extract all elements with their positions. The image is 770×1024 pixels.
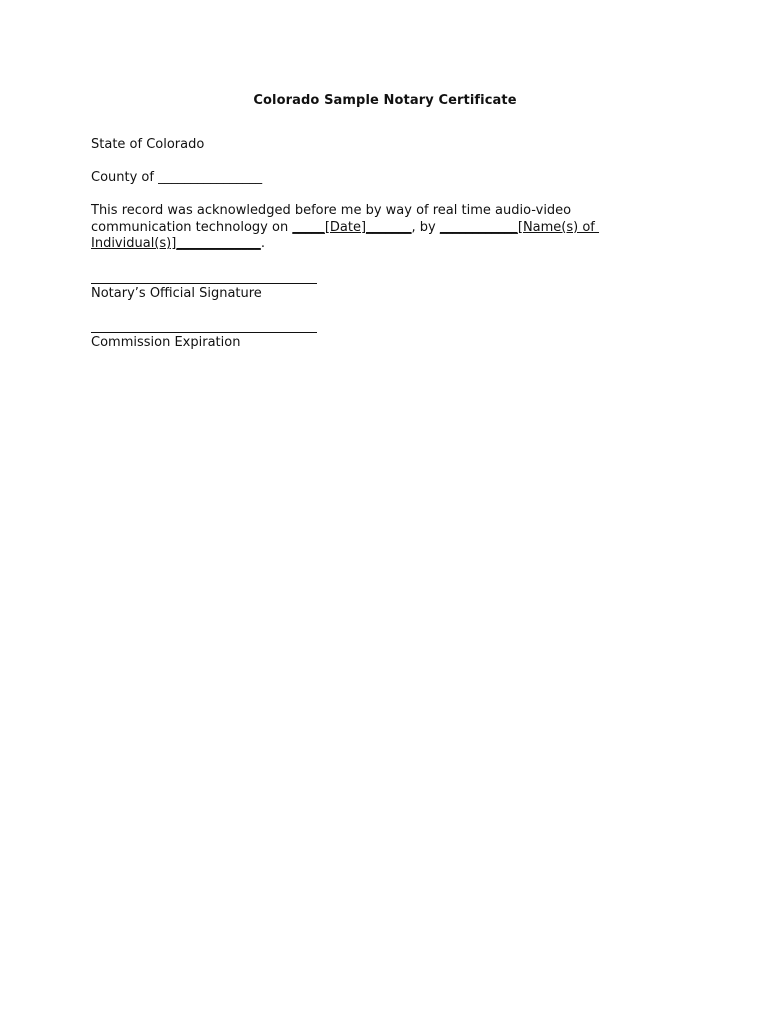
county-blank: ________________ — [158, 170, 263, 185]
line-end-period: . — [260, 236, 265, 251]
expiration-label: Commission Expiration — [91, 335, 241, 350]
expiration-rule — [91, 332, 317, 333]
acknowledgment-line-2 — [91, 220, 651, 237]
acknowledgment-line-3 — [91, 236, 651, 253]
acknowledgment-prefix: communication technology on — [91, 219, 293, 235]
acknowledgment-paragraph — [91, 203, 651, 253]
date-field: _____[Date]_______ — [292, 219, 412, 235]
county-label: County of — [91, 170, 159, 185]
county-line — [91, 170, 262, 187]
individuals-field: Individual(s)]_____________ — [91, 236, 261, 251]
signature-rule — [91, 283, 317, 284]
by-text: , by — [411, 219, 440, 235]
acknowledgment-line-1: This record was acknowledged before me by way of real time audio-video — [91, 203, 572, 218]
document-title: Colorado Sample Notary Certificate — [253, 93, 517, 108]
names-field: ____________[Name(s) of — [439, 219, 600, 235]
signature-label: Notary’s Official Signature — [91, 286, 262, 301]
state-line: State of Colorado — [91, 137, 205, 152]
